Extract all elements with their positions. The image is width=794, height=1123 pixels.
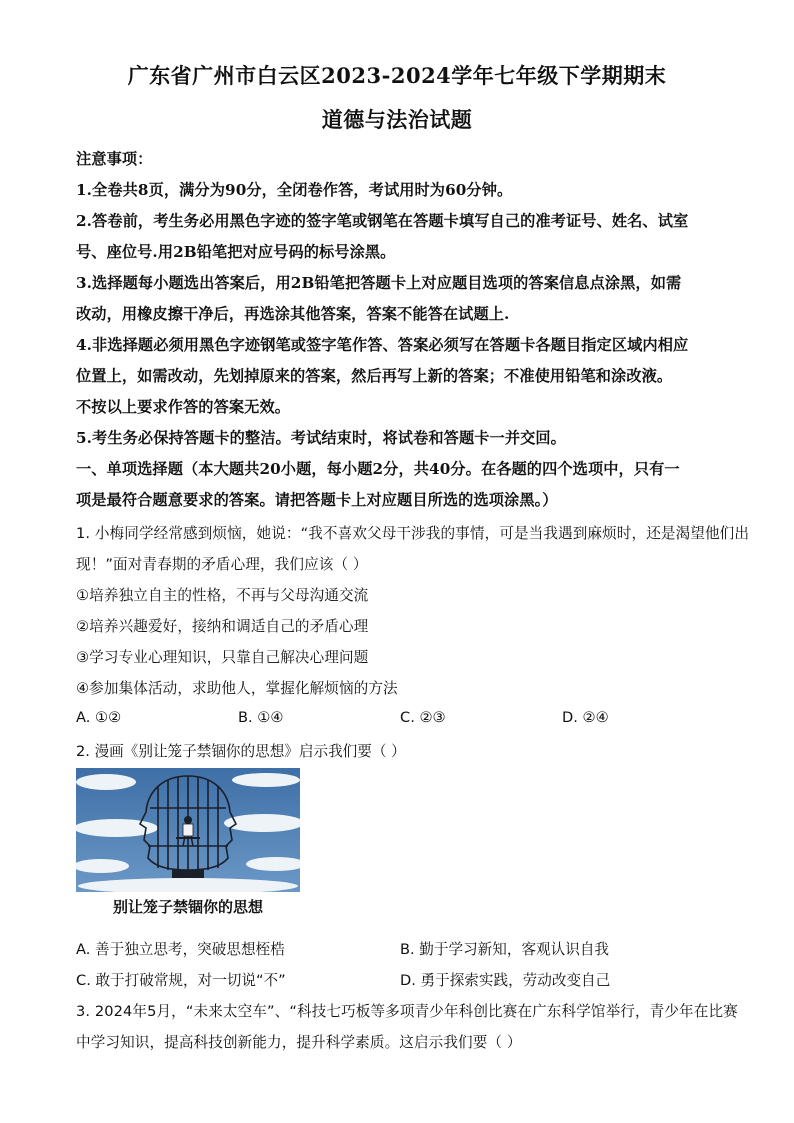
notice-line: 5.考生务必保持答题卡的整洁。考试结束时，将试卷和答题卡一并交回。 bbox=[76, 429, 566, 447]
section-heading: 一、单项选择题（本大题共20小题，每小题2分，共40分。在各题的四个选项中，只有一 bbox=[76, 460, 680, 478]
question-1-option-b: B. ①④ bbox=[238, 709, 284, 726]
question-1-option-d: D. ②④ bbox=[562, 709, 609, 726]
notice-line: 位置上，如需改动，先划掉原来的答案，然后再写上新的答案；不准使用铅笔和涂改液。 bbox=[76, 367, 673, 385]
question-1-item: ③学习专业心理知识，只靠自己解决心理问题 bbox=[76, 649, 369, 666]
question-3-stem: 3. 2024年5月，“未来太空车”、“科技七巧板等多项青少年科创比赛在广东科学馆举行，青少年在比赛 bbox=[76, 1003, 738, 1020]
question-1-item: ④参加集体活动，求助他人，掌握化解烦恼的方法 bbox=[76, 680, 398, 697]
notice-line: 不按以上要求作答的答案无效。 bbox=[76, 398, 291, 416]
section-heading-cont: 项是最符合题意要求的答案。请把答题卡上对应题目所选的选项涂黑。） bbox=[76, 491, 558, 509]
notice-line: 1.全卷共8页，满分为90分，全闭卷作答，考试用时为60分钟。 bbox=[76, 181, 513, 199]
cartoon-cage-head-image bbox=[76, 768, 300, 892]
exam-subject: 道德与法治试题 bbox=[321, 107, 473, 132]
question-2-stem: 2. 漫画《别让笼子禁锢你的思想》启示我们要（ ） bbox=[76, 743, 406, 760]
notice-line: 改动，用橡皮擦干净后，再选涂其他答案，答案不能答在试题上. bbox=[76, 305, 510, 323]
question-1-option-a: A. ①② bbox=[76, 709, 122, 726]
notice-heading: 注意事项： bbox=[76, 150, 153, 168]
question-1-option-c: C. ②③ bbox=[400, 709, 446, 726]
question-1-stem-cont: 现！”面对青春期的矛盾心理，我们应该（ ） bbox=[76, 556, 368, 573]
question-1-item: ②培养兴趣爱好，接纳和调适自己的矛盾心理 bbox=[76, 618, 369, 635]
notice-line: 2.答卷前，考生务必用黑色字迹的签字笔或钢笔在答题卡填写自己的准考证号、姓名、试室 bbox=[76, 212, 689, 230]
question-2-option-d: D. 勇于探索实践，劳动改变自己 bbox=[400, 972, 611, 989]
cage-base bbox=[172, 870, 204, 878]
question-1-stem: 1. 小梅同学经常感到烦恼，她说：“我不喜欢父母干涉我的事情，可是当我遇到麻烦时，还是渴望他们出 bbox=[76, 525, 750, 542]
question-2-option-b: B. 勤于学习新知，客观认识自我 bbox=[400, 941, 610, 958]
figure-caption: 别让笼子禁锢你的思想 bbox=[112, 898, 263, 916]
question-3-stem-cont: 中学习知识，提高科技创新能力，提升科学素质。这启示我们要（ ） bbox=[76, 1034, 522, 1051]
question-1-item: ①培养独立自主的性格，不再与父母沟通交流 bbox=[76, 587, 369, 604]
notice-line: 3.选择题每小题选出答案后，用2B铅笔把答题卡上对应题目选项的答案信息点涂黑，如需 bbox=[76, 274, 682, 292]
question-2-option-c: C. 敢于打破常规，对一切说“不” bbox=[76, 972, 286, 989]
notice-line: 4.非选择题必须用黑色字迹钢笔或签字笔作答、答案必须写在答题卡各题目指定区域内相应 bbox=[76, 336, 689, 354]
notice-line: 号、座位号.用2B铅笔把对应号码的标号涂黑。 bbox=[76, 243, 396, 261]
exam-title: 广东省广州市白云区2023-2024学年七年级下学期期末 bbox=[127, 63, 667, 88]
question-2-option-a: A. 善于独立思考，突破思想桎梏 bbox=[76, 941, 285, 958]
